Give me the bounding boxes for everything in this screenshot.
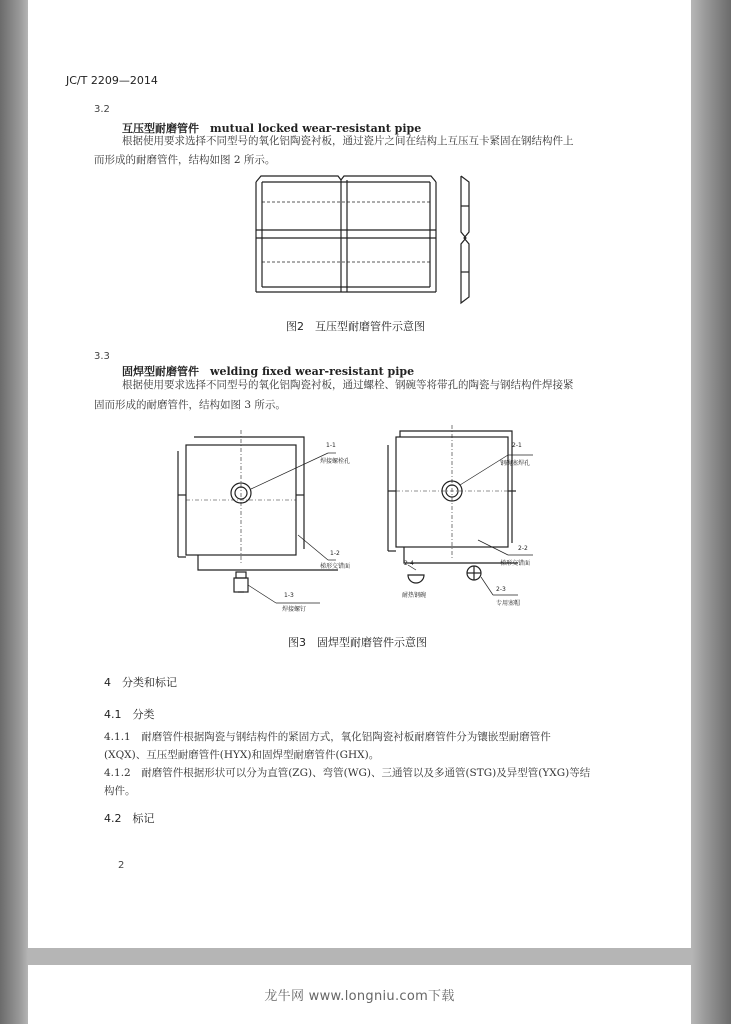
label-1-1: 1-1 [326, 442, 336, 449]
label-2-3: 2-3 [496, 586, 506, 593]
section-3-3-body-line1: 根据使用要求选择不同型号的氧化铝陶瓷衬板，通过螺栓、钢碗等将带孔的陶瓷与钢结构件焊接紧 [122, 379, 574, 391]
label-2-3-text: 专用塞帽 [496, 600, 521, 607]
label-2-4: 2-4 [404, 560, 414, 567]
section-3-3-body-line2: 固而形成的耐磨管件，结构如图 3 所示。 [94, 399, 286, 411]
label-1-1-text: 焊接螺栓孔 [320, 458, 351, 465]
label-2-2-text: 梯形交错面 [500, 560, 531, 567]
label-1-2-text: 梯形交错面 [320, 563, 351, 570]
download-footer [28, 965, 691, 1024]
section-4-2-title: 4.2 标记 [104, 812, 155, 825]
watermark-link[interactable]: 龙牛网 www.longniu.com下载 [264, 989, 455, 1004]
section-3-3-number: 3.3 [94, 351, 110, 362]
section-3-2-number: 3.2 [94, 104, 110, 115]
figure-2-diagram [248, 172, 488, 307]
section-4-1-1-line1: 4.1.1 耐磨管件根据陶瓷与钢结构件的紧固方式，氧化铝陶瓷衬板耐磨管件分为镶嵌型耐磨管件 [104, 731, 551, 743]
section-3-3-title: 固焊型耐磨管件 welding fixed wear-resistant pipe [122, 365, 415, 378]
standard-number: JC/T 2209—2014 [66, 74, 158, 87]
label-2-4-text: 耐热钢碗 [402, 592, 427, 599]
label-2-1-text: 钢碗塞焊孔 [500, 460, 531, 467]
figure-2-caption: 图2 互压型耐磨管件示意图 [286, 320, 425, 333]
label-1-3-text: 焊接螺钉 [282, 606, 307, 613]
section-4-1-2-line1: 4.1.2 耐磨管件根据形状可以分为直管(ZG)、弯管(WG)、三通管以及多通管(STG)及异型管(YXG)等结 [104, 767, 591, 779]
section-4-title: 4 分类和标记 [104, 676, 177, 689]
section-3-2-title: 互压型耐磨管件 mutual locked wear-resistant pipe [122, 122, 422, 135]
label-1-2: 1-2 [330, 550, 340, 557]
label-1-3: 1-3 [284, 592, 294, 599]
page-number: 2 [118, 860, 125, 871]
section-4-1-title: 4.1 分类 [104, 708, 155, 721]
section-3-2-body-line2: 而形成的耐磨管件，结构如图 2 所示。 [94, 154, 276, 166]
section-3-2-body-line1: 根据使用要求选择不同型号的氧化铝陶瓷衬板，通过瓷片之间在结构上互压互卡紧固在钢结构件上 [122, 135, 574, 147]
figure-3-caption: 图3 固焊型耐磨管件示意图 [288, 636, 427, 649]
label-2-1: 2-1 [512, 442, 522, 449]
figure-3-diagram [178, 425, 538, 620]
section-4-1-1-line2: (XQX)、互压型耐磨管件(HYX)和固焊型耐磨管件(GHX)。 [104, 749, 380, 761]
document-page [28, 0, 691, 948]
section-4-1-2-line2: 构件。 [104, 785, 136, 797]
label-2-2: 2-2 [518, 545, 528, 552]
